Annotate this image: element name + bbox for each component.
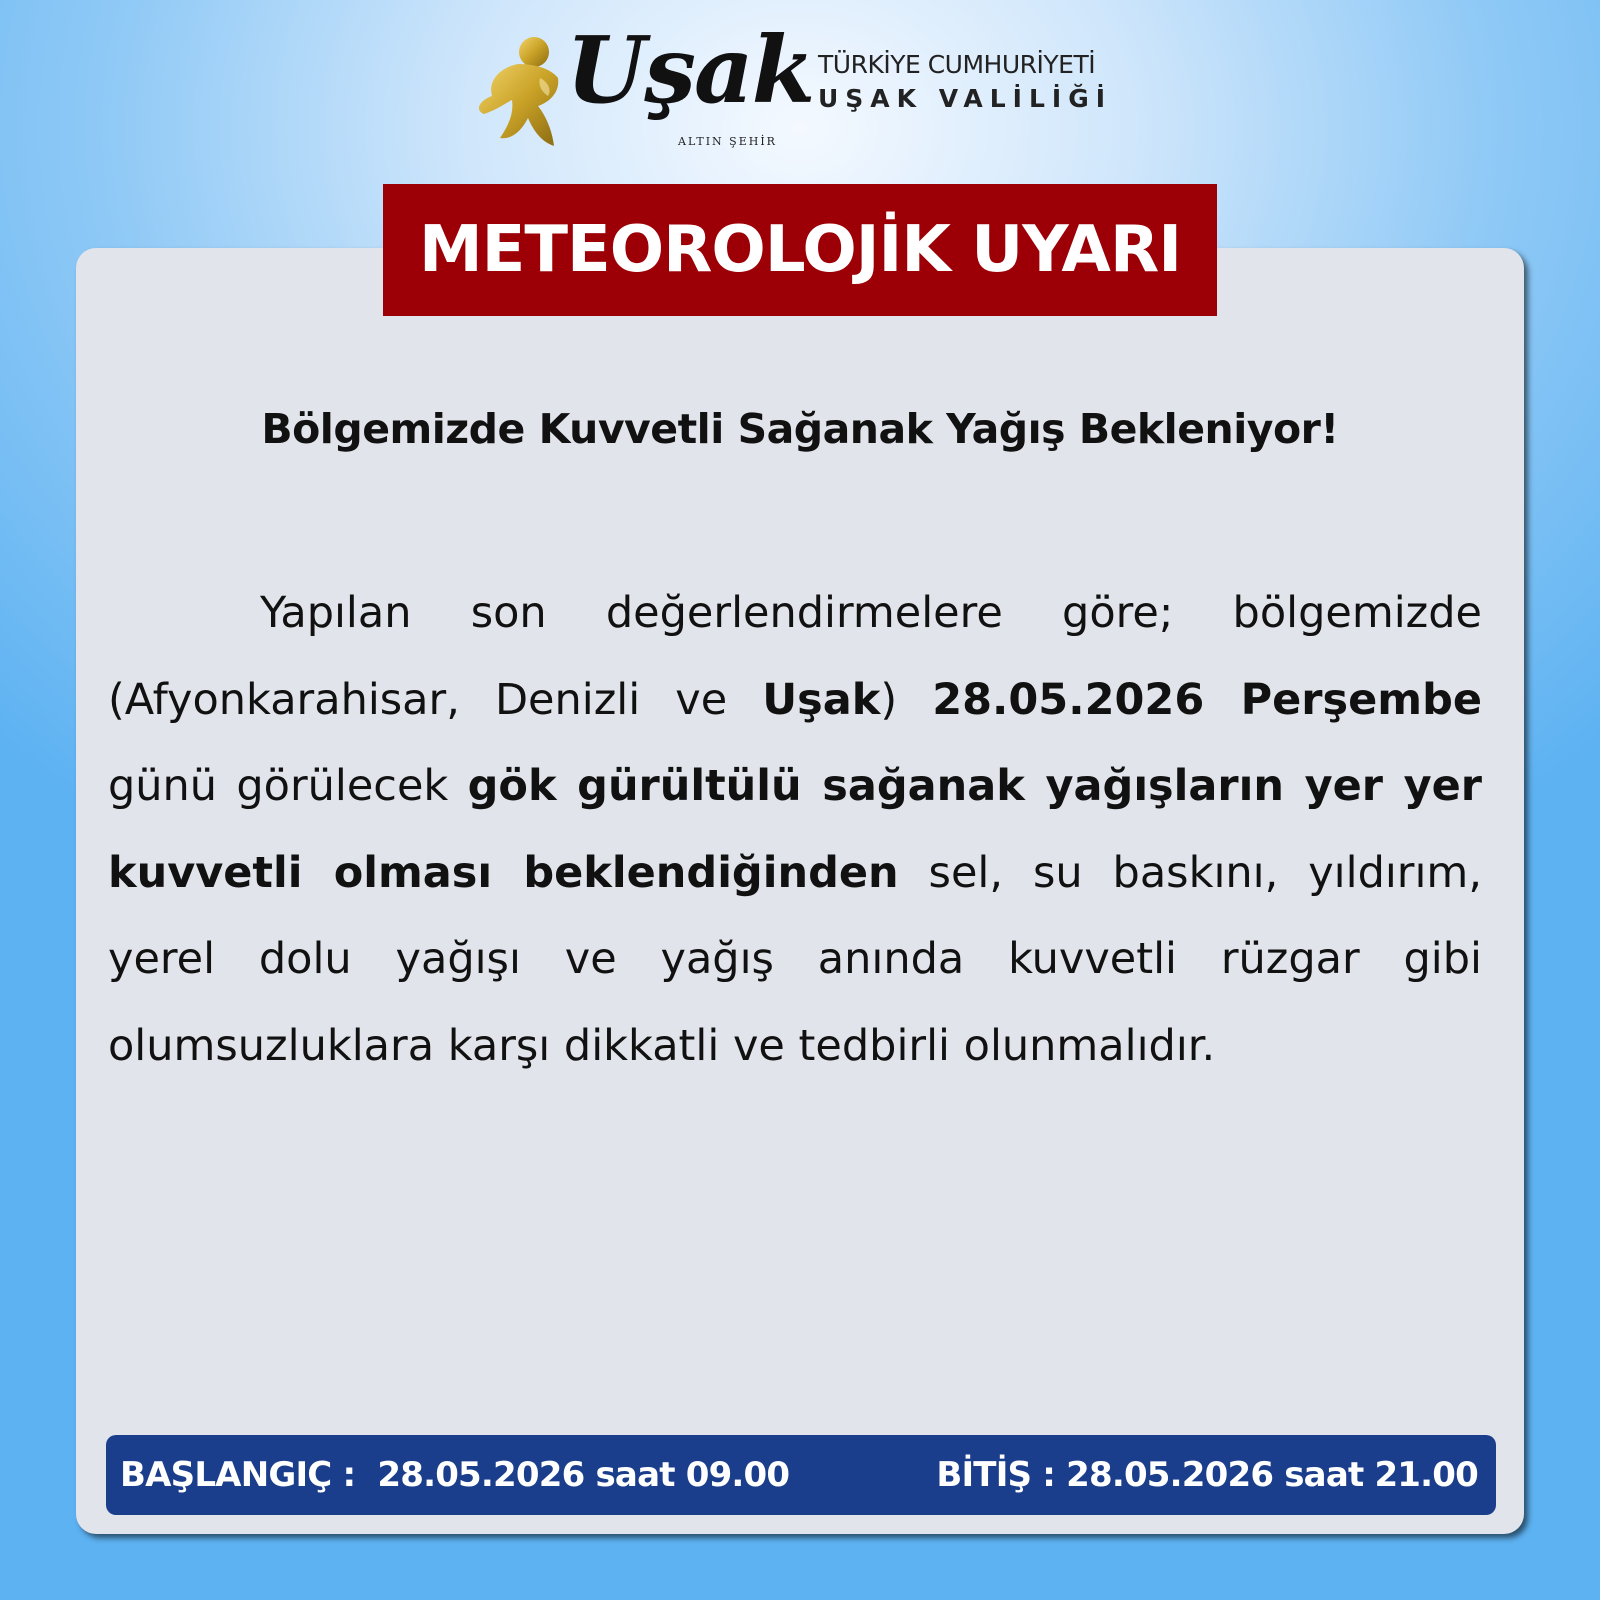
body-bold-date: 28.05.2026 Perşembe (932, 674, 1483, 725)
warning-banner: METEOROLOJİK UYARI (383, 184, 1217, 316)
body-bold-warning: gök gürültülü sağanak yağışların yer yer kuvvetli olması beklendiğinden (108, 761, 1482, 898)
header (0, 16, 1600, 150)
logo-wordmark: Uşak (566, 16, 814, 124)
body-text-1: Yapılan son değerlendirmelere göre; bölgemizde (Afyonkarahisar, Denizli ve (108, 588, 1482, 725)
validity-bar (106, 1435, 1496, 1515)
golden-figure-icon (478, 30, 574, 156)
body-bold-city: Uşak (762, 674, 881, 725)
body-text-4: sel, su baskını, yıldırım, yerel dolu yağışı ve yağış anında kuvvetli rüzgar gibi olumsuzluklara karşı dikkatli ve tedbirli olunmalıdır. (108, 847, 1482, 1071)
end-time: BİTİŞ : 28.05.2026 saat 21.00 (936, 1455, 1478, 1495)
start-time: BAŞLANGIÇ : 28.05.2026 saat 09.00 (120, 1455, 790, 1495)
usak-logo (478, 16, 814, 156)
gov-line-republic: TÜRKİYE CUMHURİYETİ (818, 50, 1096, 79)
notice-headline: Bölgemizde Kuvvetli Sağanak Yağış Bekleniyor! (261, 405, 1339, 453)
logo-tagline: ALTIN ŞEHİR (678, 135, 777, 148)
governorship-title (818, 50, 1112, 118)
body-text-3: günü görülecek (108, 761, 468, 811)
notice-body (108, 570, 1482, 1089)
gov-line-governorship: UŞAK VALİLİĞİ (818, 84, 1113, 113)
body-text-2: ) (880, 674, 933, 725)
